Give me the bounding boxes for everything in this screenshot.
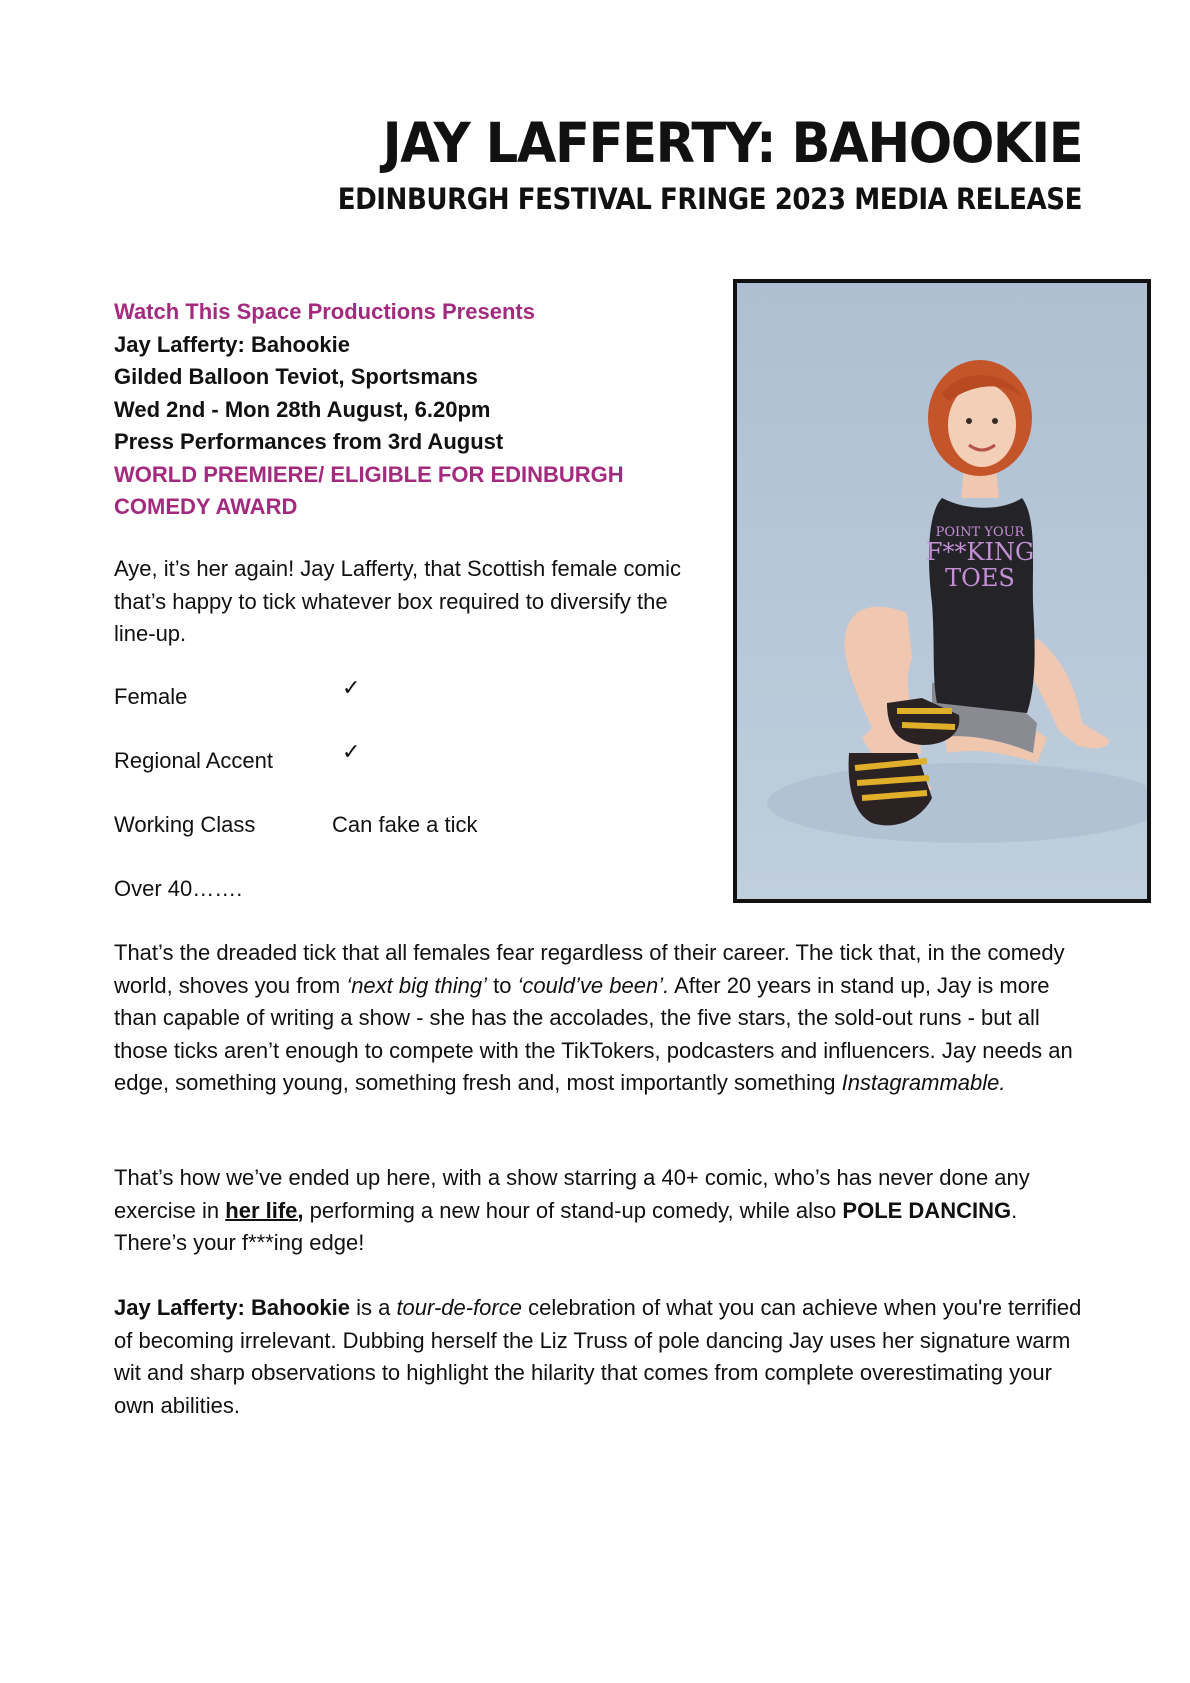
premiere-line: WORLD PREMIERE/ ELIGIBLE FOR EDINBURGH COMEDY AWARD bbox=[114, 461, 624, 519]
bold-pole-dancing: POLE DANCING bbox=[842, 1197, 1012, 1223]
body-paragraph-1 bbox=[114, 937, 1094, 1100]
eye-right bbox=[992, 418, 998, 424]
emphasis-tour-de-force: tour-de-force bbox=[396, 1295, 522, 1320]
emphasis-next-big-thing: ‘next big thing’ bbox=[346, 972, 487, 998]
checklist-label: Over 40……. bbox=[114, 876, 243, 901]
intro-paragraph: Aye, it’s her again! Jay Lafferty, that Scottish female comic that’s happy to tick whatever box required to diversify the line-up. bbox=[114, 556, 681, 646]
eye-left bbox=[966, 418, 972, 424]
body-paragraph-2 bbox=[114, 1162, 1094, 1260]
checklist-item-female bbox=[114, 676, 361, 714]
page-title: JAY LAFFERTY: BAHOOKIE bbox=[382, 111, 1082, 175]
emphasis-couldve-been: ‘could’ve been’. bbox=[517, 972, 670, 998]
text-run: . There’s your f***ing edge! bbox=[114, 1197, 1018, 1255]
press-line: Press Performances from 3rd August bbox=[114, 429, 504, 454]
body-paragraph-3 bbox=[114, 1292, 1094, 1422]
performer-photo bbox=[733, 279, 1151, 903]
underline-her-life: her life, bbox=[225, 1197, 304, 1223]
checklist-item-regional-accent bbox=[114, 740, 361, 778]
check-icon: ✓ bbox=[342, 676, 361, 701]
emphasis-instagrammable: Instagrammable. bbox=[841, 1070, 1006, 1095]
text-run: After 20 years in stand up, Jay is more than capable of writing a show - she has the accolades, the five stars, the sold-out runs - but all those ticks aren’t enough to compete with the TikTokers, podcasters and influencers. Jay needs an edge, something young, something fresh and, most importantly something bbox=[114, 972, 1073, 1095]
text-run: That’s how we’ve ended up here, with a show starring a 40+ comic, who’s has never done any exercise in bbox=[114, 1165, 1030, 1223]
show-credits bbox=[114, 296, 674, 524]
text-run: to bbox=[486, 972, 518, 998]
checklist-item-working-class bbox=[114, 809, 478, 842]
performer-illustration bbox=[737, 283, 1147, 899]
text-run: celebration of what you can achieve when you're terrified of becoming irrelevant. Dubbing herself the Liz Truss of pole dancing Jay uses her signature warm wit and sharp observations to highlight the hilarity that comes from complete overestimating your own abilities. bbox=[114, 1295, 1082, 1418]
text-run: is a bbox=[349, 1295, 397, 1320]
dates-line: Wed 2nd - Mon 28th August, 6.20pm bbox=[114, 396, 491, 422]
text-run: That’s the dreaded tick that all females fear regardless of their career. The tick that, in the comedy world, shoves you from bbox=[114, 940, 1065, 998]
page-subtitle: EDINBURGH FESTIVAL FRINGE 2023 MEDIA RELEASE bbox=[337, 182, 1082, 216]
venue-line: Gilded Balloon Teviot, Sportsmans bbox=[114, 364, 478, 389]
checklist-label: Regional Accent bbox=[114, 748, 273, 773]
checklist-label: Female bbox=[114, 684, 188, 709]
checklist-label: Working Class bbox=[114, 812, 256, 837]
checklist-value: Can fake a tick bbox=[332, 812, 478, 837]
checklist-item-over-40 bbox=[114, 873, 242, 906]
bold-show-name: Jay Lafferty: Bahookie bbox=[114, 1295, 350, 1320]
presenter-line: Watch This Space Productions Presents bbox=[114, 299, 535, 324]
shirt-text-line-1: POINT YOUR bbox=[935, 525, 1025, 540]
shirt-text-line-3: TOES bbox=[945, 564, 1015, 592]
show-name-line: Jay Lafferty: Bahookie bbox=[114, 331, 350, 357]
check-icon: ✓ bbox=[342, 740, 361, 765]
face bbox=[948, 383, 1016, 467]
text-run: performing a new hour of stand-up comedy, while also bbox=[303, 1197, 843, 1223]
shirt-text-line-2: F**KING bbox=[925, 538, 1035, 566]
